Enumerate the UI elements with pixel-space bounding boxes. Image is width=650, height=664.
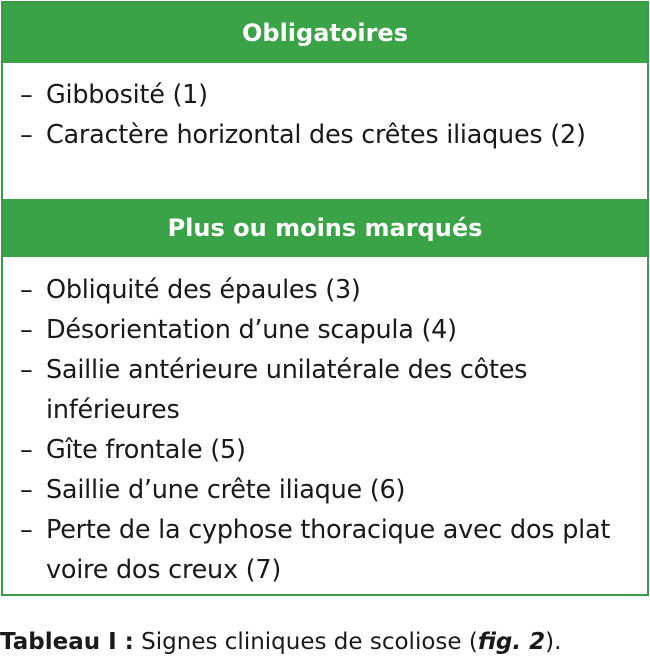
section-header-plus-ou-moins: Plus ou moins marqués [3,199,647,257]
list-item [20,115,639,155]
section-header-obligatoires: Obligatoires [3,3,647,63]
list-item [20,470,639,510]
caption-end: ). [545,629,562,655]
dash-bullet: – [20,80,33,110]
section-body-obligatoires [3,63,647,199]
list-item [20,510,639,590]
list-item-text: Désorientation d’une scapula (4) [46,315,457,345]
list-item-text: Obliquité des épaules (3) [46,275,361,305]
dash-bullet: – [20,355,33,385]
dash-bullet: – [20,515,33,545]
table-caption [0,626,561,658]
caption-label: Tableau I : [0,629,134,655]
list-item-text: Gîte frontale (5) [46,435,246,465]
dash-bullet: – [20,475,33,505]
dash-bullet: – [20,435,33,465]
clinical-signs-table [1,1,649,596]
list-item [20,350,639,430]
list-item-text: Caractère horizontal des crêtes iliaques (2) [46,120,586,150]
list-item-text: Gibbosité (1) [46,80,208,110]
caption-figure-ref: fig. 2 [477,629,546,655]
list-item-text: Saillie antérieure unilatérale des côtes inférieures [46,355,528,425]
list-item [20,430,639,470]
list-item [20,270,639,310]
dash-bullet: – [20,120,33,150]
caption-text: Signes cliniques de scoliose ( [133,629,478,655]
list-item [20,310,639,350]
list-item [20,75,639,115]
list-obligatoires [20,75,639,155]
list-item-text: Saillie d’une crête iliaque (6) [46,475,406,505]
section-body-plus-ou-moins [3,257,647,594]
dash-bullet: – [20,275,33,305]
list-item-text: Perte de la cyphose thoracique avec dos plat voire dos creux (7) [46,515,611,585]
dash-bullet: – [20,315,33,345]
list-plus-ou-moins [20,270,639,590]
